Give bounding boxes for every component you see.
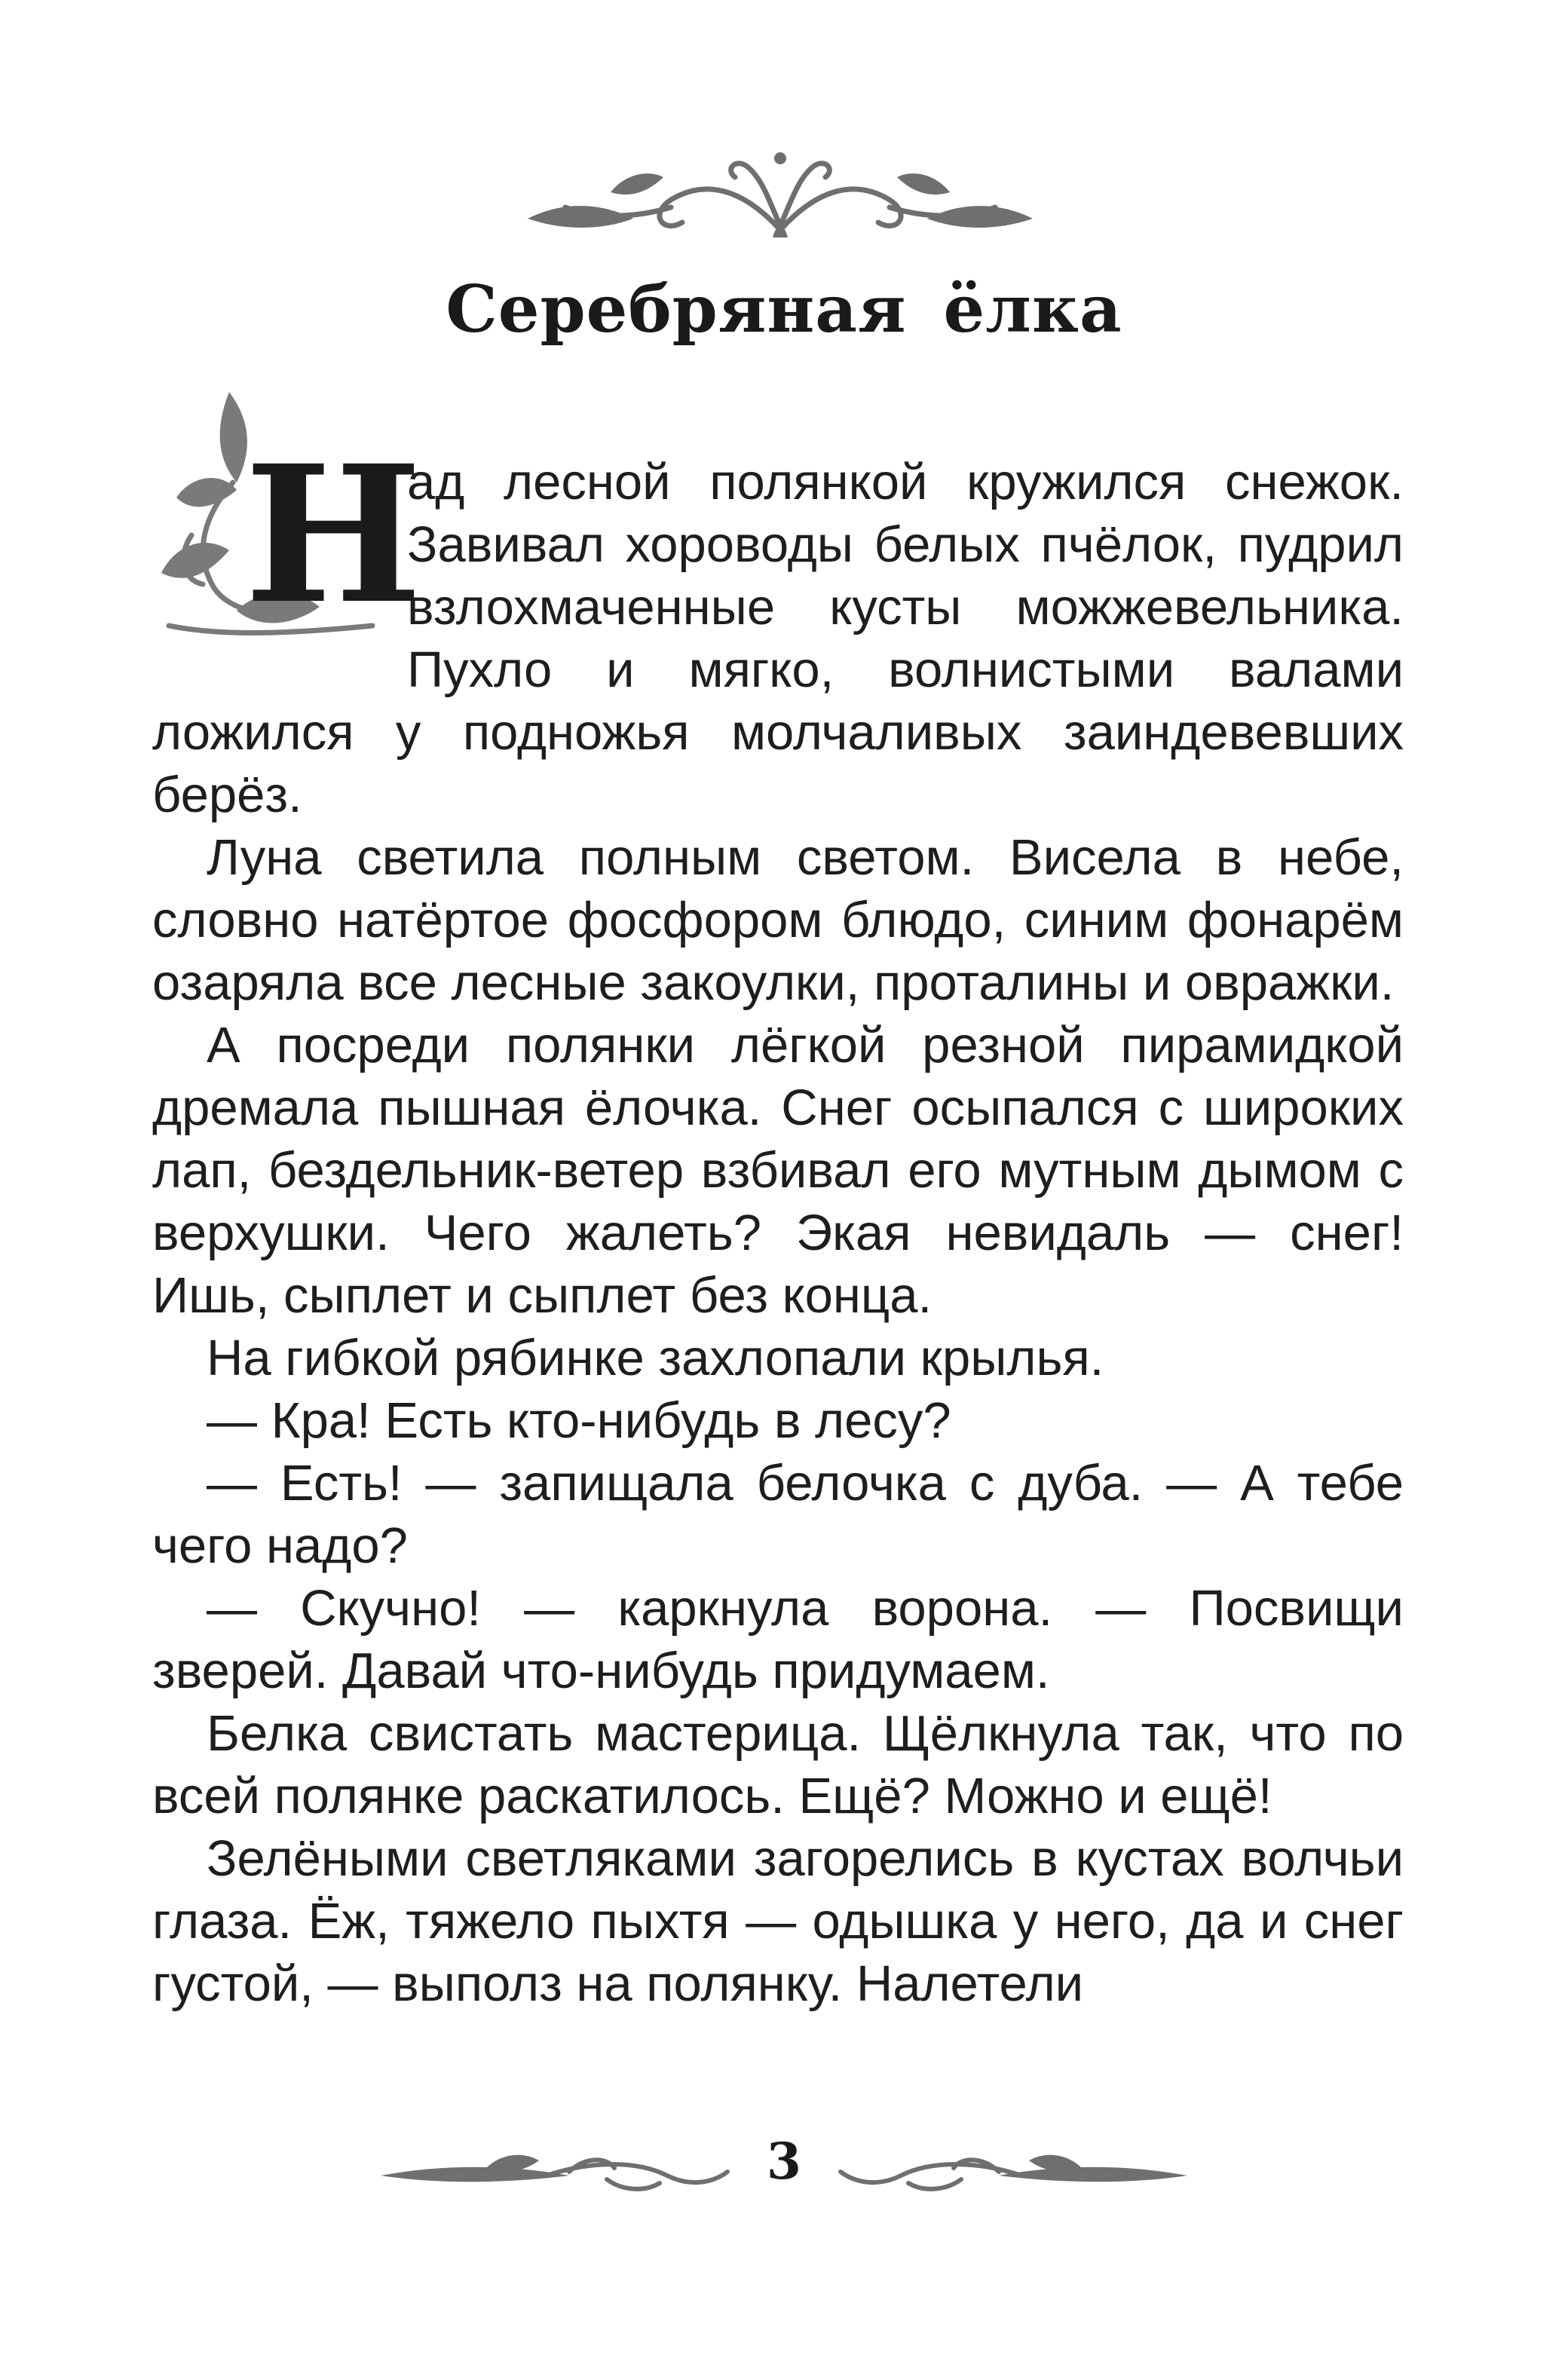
- paragraph: — Есть! — запищала белочка с дуба. — А тебе чего надо?: [152, 1455, 1404, 1574]
- floral-ornament-icon: [520, 147, 1040, 245]
- flourish-icon: [381, 2145, 735, 2198]
- page-number: 3: [767, 2132, 801, 2191]
- dropcap-block: [152, 424, 423, 647]
- paragraph: Зелёными светляками загорелись в кустах волчьи глаза. Ёж, тяжело пыхтя — одышка у него, да и снег густой, — выполз на полянку. Налетели: [152, 1830, 1404, 2012]
- paragraph: А посреди полянки лёгкой резной пирамидкой дремала пышная ёлочка. Снег осыпался с широких лап, бездельник-ветер взбивал его мутным дымом с верхушки. Чего жалеть? Экая невидаль — снег! Ишь, сыплет и сыплет без конца.: [152, 1017, 1404, 1324]
- first-paragraph-text: ад лесной полянкой кружился снежок. Завивал хороводы белых пчёлок, пудрил взлохмаченные кусты можжевельника. Пухло и мягко, волнистыми валами ложился у подножья молчаливых заиндевевших берёз.: [152, 454, 1404, 823]
- paragraph: — Кра! Есть кто-нибудь в лесу?: [207, 1392, 951, 1449]
- flourish-icon: [833, 2145, 1187, 2198]
- body-text: [152, 424, 1404, 2015]
- paragraph: На гибкой рябинке захлопали крылья.: [207, 1330, 1104, 1386]
- story-title: Серебряная ёлка: [446, 271, 1122, 348]
- paragraph: [152, 424, 1404, 826]
- dropcap-letter: Н: [244, 424, 423, 645]
- page-footer: [0, 2132, 1568, 2207]
- paragraph: — Скучно! — каркнула ворона. — Посвищи зверей. Давай что-нибудь придумаем.: [152, 1580, 1404, 1699]
- paragraph: Луна светила полным светом. Висела в небе, словно натёртое фосфором блюдо, синим фонарём озаряла все лесные закоулки, проталины и овражки.: [152, 829, 1404, 1011]
- paragraph: Белка свистать мастерица. Щёлкнула так, что по всей полянке раскатилось. Ещё? Можно и ещё!: [152, 1705, 1404, 1824]
